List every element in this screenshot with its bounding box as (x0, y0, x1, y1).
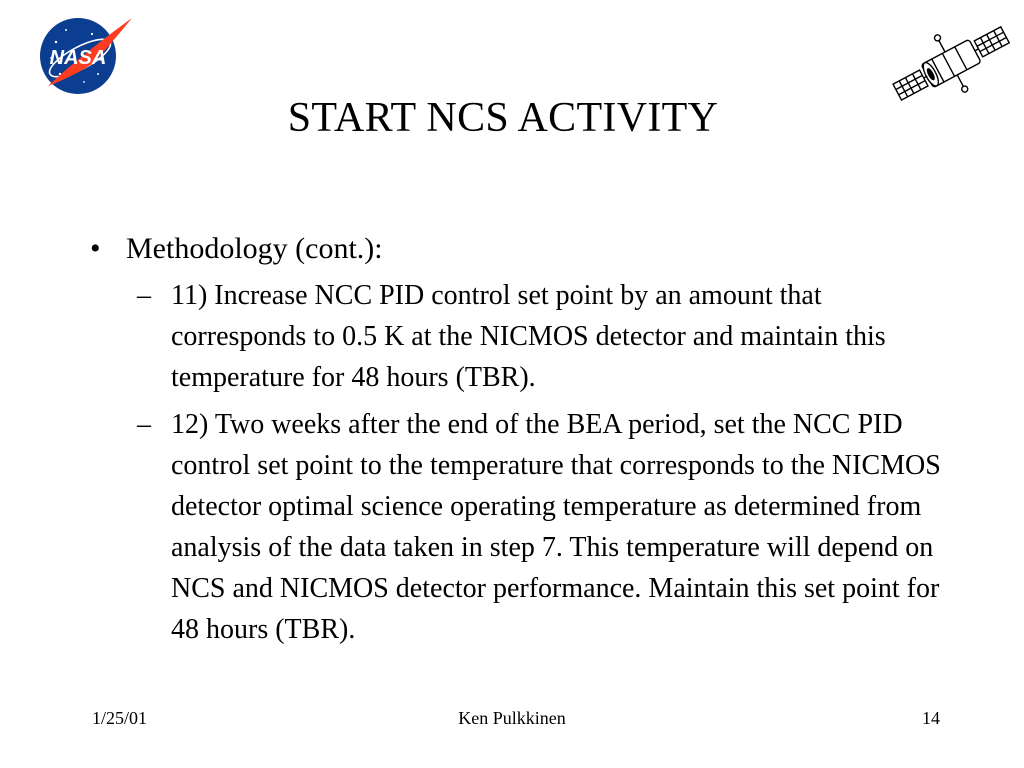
nasa-logo (36, 12, 136, 98)
slide-content (84, 228, 954, 656)
dash-marker: – (137, 409, 151, 440)
page-number: 14 (922, 708, 940, 728)
sub-bullet-list (84, 275, 954, 650)
sub-bullet-text: 11) Increase NCC PID control set point by an amount that corresponds to 0.5 K at the NICMOS detector and maintain this temperature for 48 hours (TBR). (171, 280, 886, 393)
sub-bullet-item (137, 404, 954, 650)
nasa-logo-text: NASA (49, 47, 107, 69)
footer-author: Ken Pulkkinen (458, 708, 566, 728)
slide-title: START NCS ACTIVITY (287, 95, 719, 141)
footer-date: 1/25/01 (92, 708, 148, 728)
sub-bullet-item (137, 275, 954, 398)
dash-marker: – (137, 280, 151, 311)
sub-bullet-text: 12) Two weeks after the end of the BEA period, set the NCC PID control set point to the temperature that corresponds to the NICMOS detector optimal science operating temperature as determined from analysis of the data taken in step 7. This temperature will depend on NCS and NICMOS detector performance. Maintain this set point for 48 hours (TBR). (171, 409, 941, 645)
bullet-text: Methodology (cont.): (126, 232, 383, 265)
bullet-marker: • (90, 232, 101, 265)
bullet-item (84, 228, 954, 269)
